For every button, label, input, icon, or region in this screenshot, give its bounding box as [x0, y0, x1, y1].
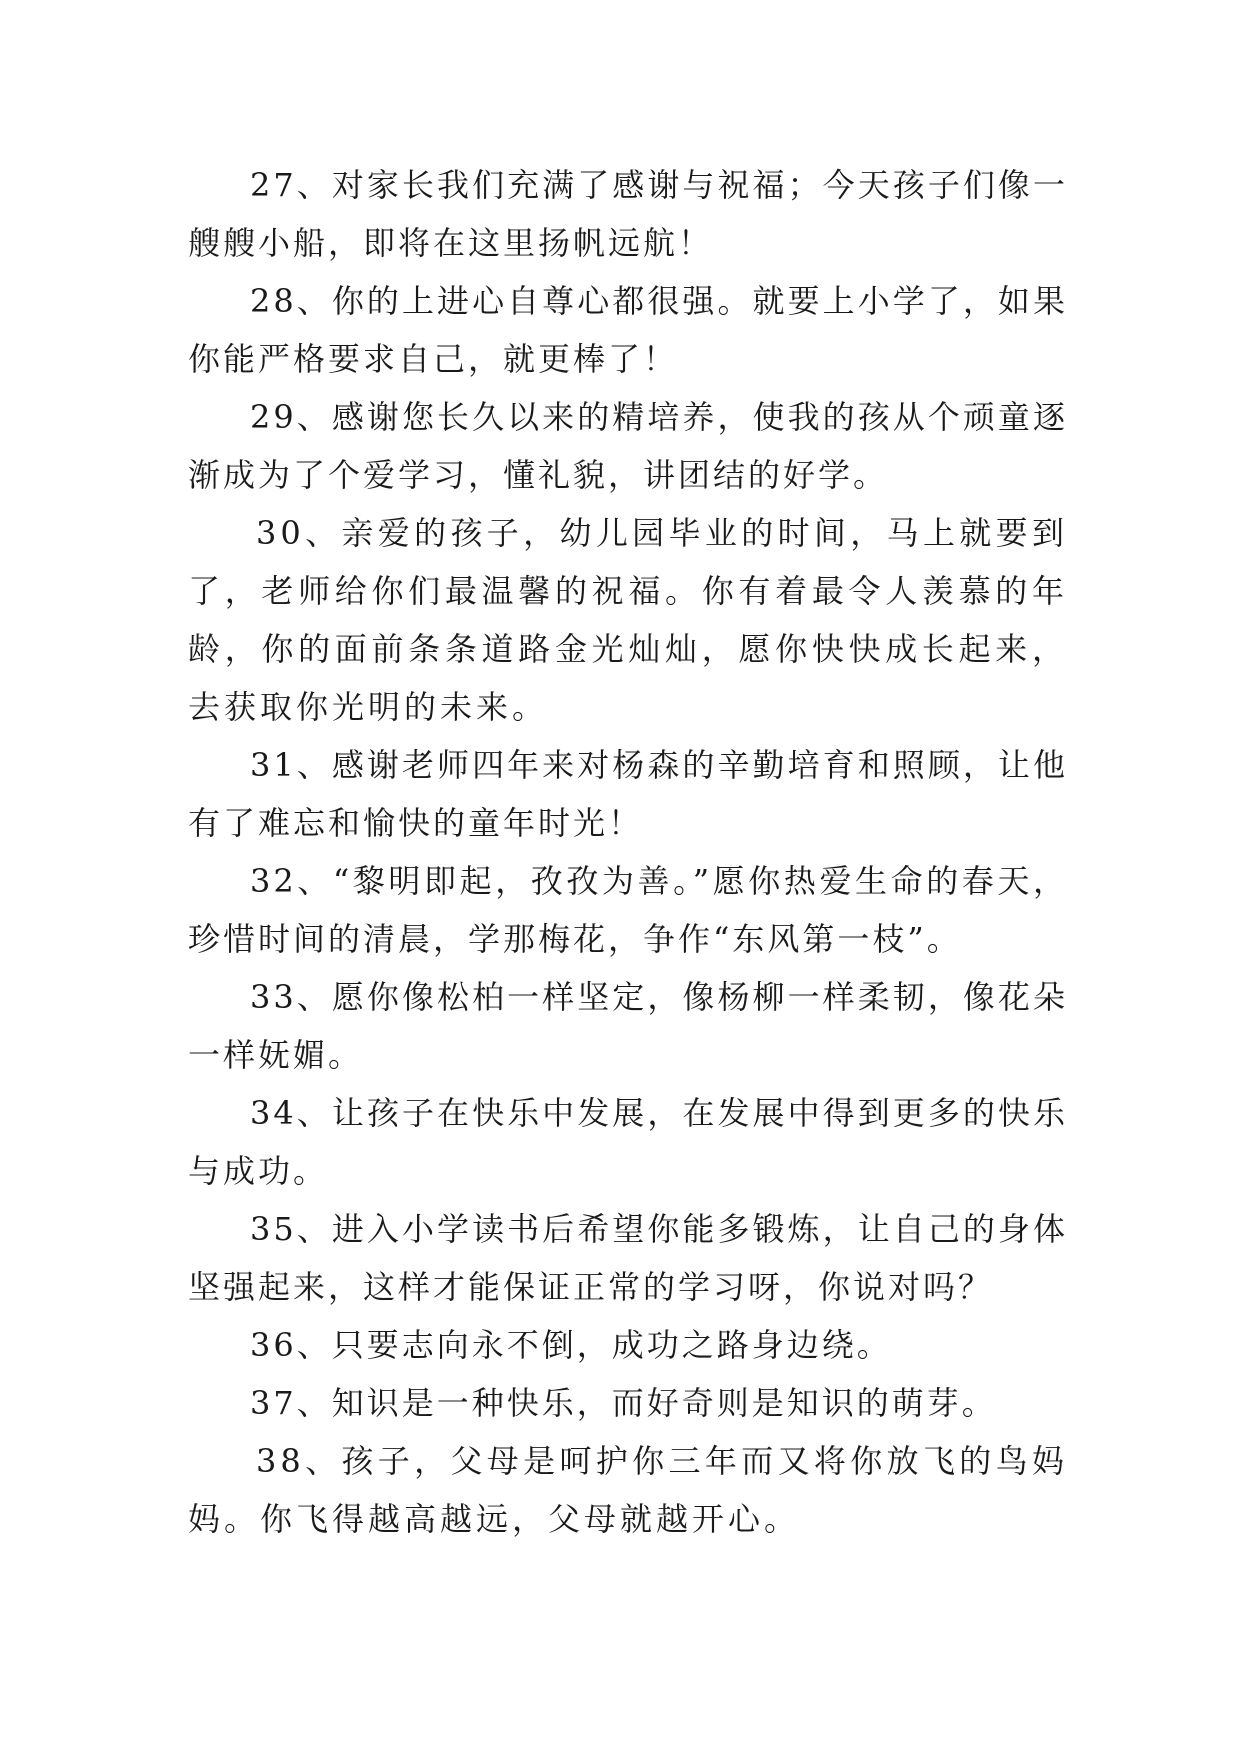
- paragraph-38: 38、孩子，父母是呵护你三年而又将你放飞的鸟妈妈。你飞得越高越远，父母就越开心。: [188, 1442, 1068, 1538]
- paragraph-28: 28、你的上进心自尊心都很强。就要上小学了，如果你能严格要求自己，就更棒了！: [188, 282, 1068, 378]
- paragraph-31: 31、感谢老师四年来对杨森的辛勤培育和照顾，让他有了难忘和愉快的童年时光！: [188, 746, 1068, 842]
- paragraph-36: 36、只要志向永不倒，成功之路身边绕。: [250, 1326, 892, 1364]
- paragraph-29: 29、感谢您长久以来的精培养，使我的孩从个顽童逐渐成为了个爱学习，懂礼貌，讲团结的好学。: [188, 398, 1068, 494]
- paragraph-30: 30、亲爱的孩子，幼儿园毕业的时间，马上就要到了，老师给你们最温馨的祝福。你有着最令人羡慕的年龄，你的面前条条道路金光灿灿，愿你快快成长起来，去获取你光明的未来。: [188, 514, 1068, 726]
- paragraph-27: 27、对家长我们充满了感谢与祝福；今天孩子们像一艘艘小船，即将在这里扬帆远航！: [188, 166, 1068, 262]
- paragraph-37: 37、知识是一种快乐，而好奇则是知识的萌芽。: [250, 1384, 997, 1422]
- paragraph-34: 34、让孩子在快乐中发展，在发展中得到更多的快乐与成功。: [188, 1094, 1068, 1190]
- paragraph-33: 33、愿你像松柏一样坚定，像杨柳一样柔韧，像花朵一样妩媚。: [188, 978, 1068, 1074]
- paragraph-35: 35、进入小学读书后希望你能多锻炼，让自己的身体坚强起来，这样才能保证正常的学习呀，你说对吗？: [188, 1210, 1068, 1306]
- document-body: [188, 156, 1068, 1548]
- paragraph-32: 32、“黎明即起，孜孜为善。”愿你热爱生命的春天，珍惜时间的清晨，学那梅花，争作“东风第一枝”。: [188, 862, 1068, 958]
